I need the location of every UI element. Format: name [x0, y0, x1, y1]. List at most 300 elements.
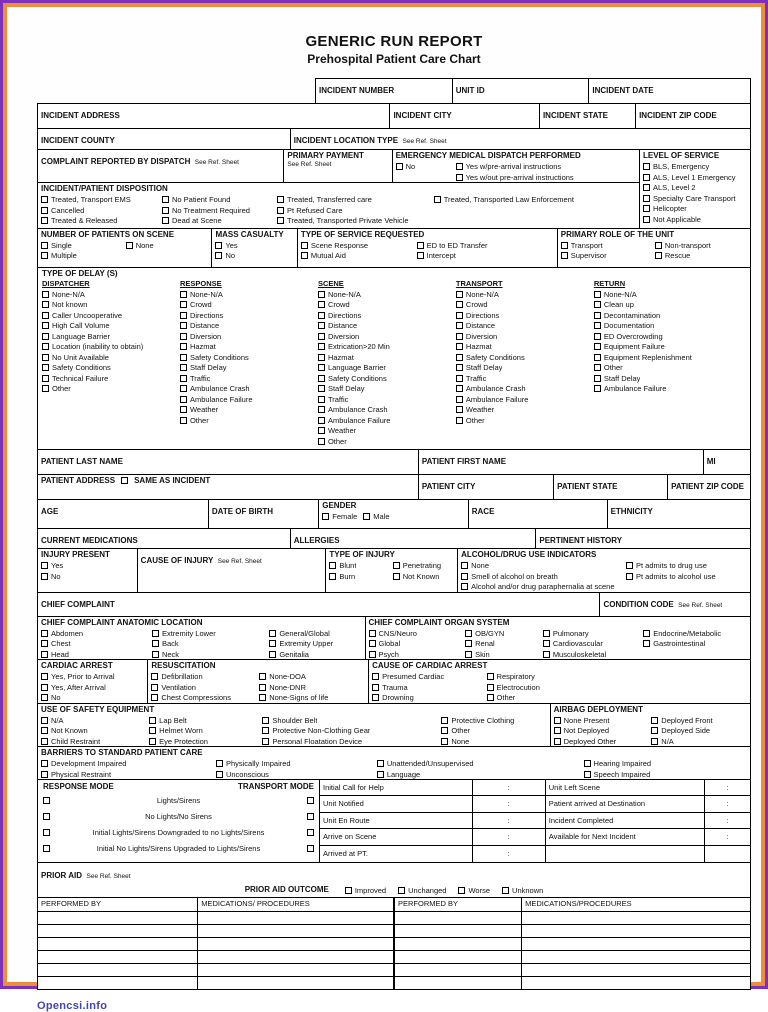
field-chief-complaint[interactable]: CHIEF COMPLAINT — [38, 593, 600, 616]
field-cause-of-injury[interactable]: CAUSE OF INJURY See Ref. Sheet — [138, 549, 327, 592]
medtable-cell[interactable] — [198, 976, 394, 989]
checkbox-equipment-replenishment[interactable] — [594, 354, 601, 361]
option-alcohol-and-or-drug-paraphernalia-at-scene — [461, 581, 624, 592]
checkbox-trauma[interactable] — [372, 684, 379, 691]
checkbox-crowd[interactable] — [180, 301, 187, 308]
checkbox-documentation[interactable] — [594, 322, 601, 329]
checkbox-protective-clothing[interactable] — [441, 717, 448, 724]
checkbox-gastrointestinal[interactable] — [643, 640, 650, 647]
medtable-cell[interactable] — [198, 924, 394, 937]
time-value-field[interactable]: : — [705, 829, 750, 845]
medtable-cell[interactable] — [394, 937, 522, 950]
medtable-cell[interactable] — [394, 924, 522, 937]
field-patient-address[interactable]: PATIENT ADDRESS SAME AS INCIDENT — [38, 475, 419, 499]
field-unit-id[interactable]: UNIT ID — [453, 79, 590, 103]
checkbox-extremity-upper[interactable] — [269, 640, 276, 647]
medtable-cell[interactable] — [198, 937, 394, 950]
option-label: Pulmonary — [552, 628, 589, 638]
checkbox-treated-transported-private-vehicle[interactable] — [277, 217, 284, 224]
checkbox-deployed-side[interactable] — [651, 727, 658, 734]
medtable-cell[interactable] — [38, 963, 198, 976]
checkbox-mutual-aid[interactable] — [301, 252, 308, 259]
field-complaint-reported-by-dispatch[interactable]: COMPLAINT REPORTED BY DISPATCH See Ref. Sheet — [38, 150, 284, 182]
checkbox-deployed-other[interactable] — [554, 738, 561, 745]
checkbox-yes-w-out-pre-arrival-instructions[interactable] — [456, 174, 463, 181]
option-directions — [456, 310, 594, 321]
option-label: Hazmat — [327, 352, 354, 362]
time-value-field[interactable]: : — [705, 796, 750, 812]
checkbox-traffic[interactable] — [318, 396, 325, 403]
checkbox-none-dnr[interactable] — [259, 684, 266, 691]
checkbox-burn[interactable] — [329, 573, 336, 580]
checkbox-improved[interactable] — [345, 887, 352, 894]
section-resuscitation: RESUSCITATION Defibrillation None-DOA Ventilation None-DNR Chest Compressions None-Signs of life — [148, 660, 369, 703]
field-incident-number[interactable]: INCIDENT NUMBER — [316, 79, 453, 103]
checkbox-chest-compressions[interactable] — [151, 694, 158, 701]
checkbox-drowning[interactable] — [372, 694, 379, 701]
checkbox-distance[interactable] — [180, 322, 187, 329]
checkbox-no[interactable] — [41, 694, 48, 701]
checkbox-neck[interactable] — [152, 651, 159, 658]
checkbox-clean-up[interactable] — [594, 301, 601, 308]
option-yes — [41, 560, 134, 571]
checkbox-none-doa[interactable] — [259, 673, 266, 680]
option-label: ALS, Level 1 Emergency — [653, 172, 736, 182]
checkbox-none[interactable] — [126, 242, 133, 249]
checkbox-no-patient-found[interactable] — [162, 196, 169, 203]
medtable-cell[interactable] — [38, 976, 198, 989]
checkbox-none-n-a[interactable] — [456, 291, 463, 298]
medtable-cell[interactable] — [38, 924, 198, 937]
medtable-cell[interactable] — [522, 924, 750, 937]
checkbox-treated-transported-law-enforcement[interactable] — [434, 196, 441, 203]
checkbox-unchanged[interactable] — [398, 887, 405, 894]
checkbox-yes[interactable] — [41, 562, 48, 569]
checkbox-protective-non-clothing-gear[interactable] — [262, 727, 269, 734]
checkbox-specialty-care-transport[interactable] — [643, 195, 650, 202]
ref-sheet-note: See Ref. Sheet — [402, 138, 447, 145]
checkbox-ambulance-failure[interactable] — [456, 396, 463, 403]
checkbox-safety-conditions[interactable] — [180, 354, 187, 361]
checkbox-eye-protection[interactable] — [149, 738, 156, 745]
medtable-cell[interactable] — [522, 950, 750, 963]
checkbox-unconscious[interactable] — [216, 771, 223, 778]
medtable-cell[interactable] — [522, 937, 750, 950]
option-pt-refused-care — [277, 205, 432, 216]
checkbox-other[interactable] — [318, 438, 325, 445]
option-label: Other — [603, 363, 623, 372]
medtable-cell[interactable] — [394, 911, 522, 924]
time-label-available-for-next-incident: Available for Next Incident — [546, 829, 705, 845]
option-label: Dead at Scene — [172, 216, 222, 225]
checkbox-hearing-impaired[interactable] — [584, 760, 591, 767]
checkbox-n-a[interactable] — [41, 717, 48, 724]
option-label: Unconscious — [225, 769, 269, 779]
checkbox-genitalia[interactable] — [269, 651, 276, 658]
option-unattended-unsupervised — [377, 758, 582, 769]
option-label: None-N/A — [52, 289, 85, 299]
checkbox-other[interactable] — [594, 364, 601, 371]
checkbox-weather[interactable] — [456, 406, 463, 413]
time-value-field[interactable]: : — [473, 796, 546, 812]
option-label: Treated, Transported Law Enforcement — [443, 195, 574, 204]
field-patient-mi[interactable]: MI — [706, 457, 716, 466]
checkbox-personal-floatation-device[interactable] — [262, 738, 269, 745]
checkbox-chest[interactable] — [41, 640, 48, 647]
checkbox-none-n-a[interactable] — [318, 291, 325, 298]
checkbox-hazmat[interactable] — [318, 354, 325, 361]
checkbox-language[interactable] — [377, 771, 384, 778]
checkbox-distance[interactable] — [456, 322, 463, 329]
checkbox-ambulance-crash[interactable] — [180, 385, 187, 392]
field-patient-zip[interactable]: PATIENT ZIP CODE — [671, 482, 744, 491]
response-mode-checkbox-lights-sirens[interactable] — [43, 797, 50, 804]
option-label: None — [471, 561, 489, 570]
checkbox-child-restraint[interactable] — [41, 738, 48, 745]
medtable-cell[interactable] — [38, 911, 198, 924]
checkbox-other[interactable] — [456, 417, 463, 424]
checkbox-traffic[interactable] — [456, 375, 463, 382]
field-incident-state[interactable]: INCIDENT STATE — [540, 104, 636, 128]
checkbox-directions[interactable] — [318, 312, 325, 319]
checkbox-not-applicable[interactable] — [643, 216, 650, 223]
checkbox-safety-conditions[interactable] — [456, 354, 463, 361]
section-prior-aid: PRIOR AID See Ref. Sheet PRIOR AID OUTCOME Improved Unchanged Worse Unknown — [37, 862, 751, 899]
medtable-cell[interactable] — [394, 976, 522, 989]
checkbox-ob-gyn[interactable] — [465, 630, 472, 637]
checkbox-als-level-2[interactable] — [643, 184, 650, 191]
checkbox-not-known[interactable] — [393, 573, 400, 580]
option-label: Crowd — [189, 300, 212, 309]
checkbox-dead-at-scene[interactable] — [162, 217, 169, 224]
primary-role-options — [561, 240, 747, 261]
option-yes-prior-to-arrival — [41, 671, 144, 682]
field-age[interactable]: AGE — [38, 500, 209, 528]
checkbox-cardiovascular[interactable] — [543, 640, 550, 647]
checkbox-no-treatment-required[interactable] — [162, 207, 169, 214]
time-value-field[interactable]: : — [705, 780, 750, 796]
transport-mode-checkbox-lights-sirens[interactable] — [307, 797, 314, 804]
checkbox-staff-delay[interactable] — [594, 375, 601, 382]
checkbox-renal[interactable] — [465, 640, 472, 647]
checkbox-yes-prior-to-arrival[interactable] — [41, 673, 48, 680]
checkbox-other[interactable] — [487, 694, 494, 701]
checkbox-no[interactable] — [215, 252, 222, 259]
checkbox-other[interactable] — [180, 417, 187, 424]
checkbox-other[interactable] — [441, 727, 448, 734]
checkbox-scene-response[interactable] — [301, 242, 308, 249]
checkbox-directions[interactable] — [180, 312, 187, 319]
checkbox-diversion[interactable] — [318, 333, 325, 340]
field-patient-first-name[interactable]: PATIENT FIRST NAME — [419, 450, 704, 474]
field-ethnicity[interactable]: ETHNICITY — [610, 507, 653, 516]
incident-address-row — [37, 103, 751, 129]
checkbox-smell-of-alcohol-on-breath[interactable] — [461, 573, 468, 580]
checkbox-ed-to-ed-transfer[interactable] — [417, 242, 424, 249]
medtable-cell[interactable] — [198, 950, 394, 963]
checkbox-skin[interactable] — [465, 651, 472, 658]
option-physically-impaired — [216, 758, 375, 769]
option-label: Shoulder Belt — [272, 715, 318, 725]
medtable-cell[interactable] — [394, 950, 522, 963]
checkbox-bls-emergency[interactable] — [643, 163, 650, 170]
checkbox-none-n-a[interactable] — [180, 291, 187, 298]
field-patient-city[interactable]: PATIENT CITY — [419, 475, 554, 499]
option-defibrillation — [151, 671, 257, 682]
checkbox-no[interactable] — [41, 573, 48, 580]
checkbox-defibrillation[interactable] — [151, 673, 158, 680]
checkbox-extremity-lower[interactable] — [152, 630, 159, 637]
checkbox-supervisor[interactable] — [561, 252, 568, 259]
field-patient-state[interactable]: PATIENT STATE — [554, 475, 668, 499]
checkbox-unattended-unsupervised[interactable] — [377, 760, 384, 767]
option-label: Musculoskeletal — [552, 649, 607, 659]
medtable-cell[interactable] — [522, 963, 750, 976]
field-incident-location-type[interactable]: INCIDENT LOCATION TYPE See Ref. Sheet — [293, 136, 447, 145]
checkbox-penetrating[interactable] — [393, 562, 400, 569]
checkbox-none-n-a[interactable] — [594, 291, 601, 298]
checkbox-deployed-front[interactable] — [651, 717, 658, 724]
checkbox-extrication-20-min[interactable] — [318, 343, 325, 350]
option-ambulance-failure — [318, 415, 456, 426]
checkbox-lap-belt[interactable] — [149, 717, 156, 724]
field-date-of-birth[interactable]: DATE OF BIRTH — [209, 500, 319, 528]
medtable-cell[interactable] — [38, 937, 198, 950]
checkbox-not-deployed[interactable] — [554, 727, 561, 734]
field-patient-last-name[interactable]: PATIENT LAST NAME — [38, 450, 419, 474]
checkbox-diversion[interactable] — [180, 333, 187, 340]
option-label: Penetrating — [402, 561, 442, 570]
field-incident-address[interactable]: INCIDENT ADDRESS — [38, 104, 390, 128]
checkbox-global[interactable] — [369, 640, 376, 647]
field-primary-payment[interactable]: PRIMARY PAYMENT See Ref. Sheet — [284, 150, 392, 182]
checkbox-intercept[interactable] — [417, 252, 424, 259]
checkbox-blunt[interactable] — [329, 562, 336, 569]
checkbox-yes-w-pre-arrival-instructions[interactable] — [456, 163, 463, 170]
time-value-field[interactable]: : — [473, 846, 546, 862]
checkbox-ed-overcrowding[interactable] — [594, 333, 601, 340]
section-type-of-injury: TYPE OF INJURY Blunt Penetrating Burn Not Known — [326, 549, 458, 592]
option-no-patient-found — [162, 194, 275, 205]
checkbox-worse[interactable] — [458, 887, 465, 894]
option-distance — [318, 320, 456, 331]
checkbox-staff-delay[interactable] — [318, 385, 325, 392]
option-neck — [152, 649, 267, 660]
field-condition-code[interactable]: CONDITION CODE See Ref. Sheet — [603, 599, 723, 609]
option-label: BLS, Emergency — [653, 162, 710, 171]
checkbox-pt-refused-care[interactable] — [277, 207, 284, 214]
checkbox-head[interactable] — [41, 651, 48, 658]
checkbox-physically-impaired[interactable] — [216, 760, 223, 767]
checkbox-alcohol-and-or-drug-paraphernalia-at-scene[interactable] — [461, 583, 468, 590]
checkbox-general-global[interactable] — [269, 630, 276, 637]
checkbox-back[interactable] — [152, 640, 159, 647]
checkbox-decontamination[interactable] — [594, 312, 601, 319]
checkbox-high-call-volume[interactable] — [42, 322, 49, 329]
medtable-cell[interactable] — [198, 911, 394, 924]
option-location-inability-to-obtain — [42, 341, 180, 352]
time-label-initial-call-for-help: Initial Call for Help — [320, 780, 473, 796]
checkbox-none[interactable] — [441, 738, 448, 745]
checkbox-presumed-cardiac[interactable] — [372, 673, 379, 680]
run-report-form — [37, 33, 751, 1012]
option-presumed-cardiac — [372, 671, 484, 682]
checkbox-endocrine-metabolic[interactable] — [643, 630, 650, 637]
checkbox-rescue[interactable] — [655, 252, 662, 259]
checkbox-ambulance-failure[interactable] — [594, 385, 601, 392]
option-drowning — [372, 692, 484, 703]
checkbox-ventilation[interactable] — [151, 684, 158, 691]
checkbox-pt-admits-to-alcohol-use[interactable] — [626, 573, 633, 580]
time-value-field[interactable]: : — [473, 780, 546, 796]
time-value-field[interactable]: : — [473, 829, 546, 845]
checkbox-none-present[interactable] — [554, 717, 561, 724]
transport-mode-checkbox-initial-no-lights-sirens-upgraded-to-lights-sirens[interactable] — [307, 845, 314, 852]
checkbox-equipment-failure[interactable] — [594, 343, 601, 350]
response-mode-checkbox-initial-lights-sirens-downgraded-to-no-lights-sirens[interactable] — [43, 829, 50, 836]
option-label: None — [135, 240, 154, 250]
checkbox-diversion[interactable] — [456, 333, 463, 340]
checkbox-hazmat[interactable] — [180, 343, 187, 350]
option-pt-admits-to-drug-use — [626, 560, 749, 571]
option-label: Ambulance Failure — [189, 394, 253, 404]
mass-casualty-options — [215, 240, 293, 261]
option-label: Deployed Other — [563, 736, 617, 746]
checkbox-not-known[interactable] — [41, 727, 48, 734]
time-label-unit-left-scene: Unit Left Scene — [546, 780, 705, 796]
checkbox-abdomen[interactable] — [41, 630, 48, 637]
checkbox-location-inability-to-obtain[interactable] — [42, 343, 49, 350]
checkbox-pulmonary[interactable] — [543, 630, 550, 637]
checkbox-development-impaired[interactable] — [41, 760, 48, 767]
checkbox-language-barrier[interactable] — [42, 333, 49, 340]
medtable-header-row — [38, 898, 750, 911]
field-race[interactable]: RACE — [469, 500, 608, 528]
checkbox-no-unit-available[interactable] — [42, 354, 49, 361]
option-label: Presumed Cardiac — [382, 672, 445, 681]
checkbox-male[interactable] — [363, 513, 370, 520]
field-incident-county[interactable]: INCIDENT COUNTY — [38, 129, 291, 149]
checkbox-als-level-1-emergency[interactable] — [643, 174, 650, 181]
checkbox-treated-transferred-care[interactable] — [277, 196, 284, 203]
checkbox-no[interactable] — [396, 163, 403, 170]
checkbox-staff-delay[interactable] — [456, 364, 463, 371]
option-label: Not Known — [402, 571, 440, 581]
medtable-cell[interactable] — [394, 963, 522, 976]
field-incident-date[interactable]: INCIDENT DATE — [592, 86, 654, 95]
checkbox-none-signs-of-life[interactable] — [259, 694, 266, 701]
option-label: Other — [189, 415, 209, 425]
medtable-cell[interactable] — [522, 911, 750, 924]
checkbox-respiratory[interactable] — [487, 673, 494, 680]
checkbox-speech-impaired[interactable] — [584, 771, 591, 778]
checkbox-other[interactable] — [42, 385, 49, 392]
response-mode-checkbox-no-lights-no-sirens[interactable] — [43, 813, 50, 820]
checkbox-single[interactable] — [41, 242, 48, 249]
checkbox-cancelled[interactable] — [41, 207, 48, 214]
checkbox-none-n-a[interactable] — [42, 291, 49, 298]
checkbox-caller-uncooperative[interactable] — [42, 312, 49, 319]
transport-mode-checkbox-initial-lights-sirens-downgraded-to-no-lights-sirens[interactable] — [307, 829, 314, 836]
checkbox-traffic[interactable] — [180, 375, 187, 382]
checkbox-physical-restraint[interactable] — [41, 771, 48, 778]
checkbox-yes-after-arrival[interactable] — [41, 684, 48, 691]
response-mode-checkbox-initial-no-lights-sirens-upgraded-to-lights-sirens[interactable] — [43, 845, 50, 852]
checkbox-female[interactable] — [322, 513, 329, 520]
checkbox-shoulder-belt[interactable] — [262, 717, 269, 724]
checkbox-helmet-worn[interactable] — [149, 727, 156, 734]
checkbox-pt-admits-to-drug-use[interactable] — [626, 562, 633, 569]
checkbox-ambulance-failure[interactable] — [318, 417, 325, 424]
medtable-cell[interactable] — [38, 950, 198, 963]
time-value-field[interactable]: : — [705, 813, 750, 829]
checkbox-crowd[interactable] — [318, 301, 325, 308]
same-as-incident-checkbox[interactable] — [121, 477, 128, 484]
option-helicopter — [643, 203, 747, 214]
checkbox-directions[interactable] — [456, 312, 463, 319]
field-current-medications[interactable]: CURRENT MEDICATIONS — [38, 529, 291, 548]
checkbox-language-barrier[interactable] — [318, 364, 325, 371]
checkbox-hazmat[interactable] — [456, 343, 463, 350]
checkbox-ambulance-crash[interactable] — [456, 385, 463, 392]
checkbox-staff-delay[interactable] — [180, 364, 187, 371]
option-label: Distance — [327, 321, 358, 330]
checkbox-distance[interactable] — [318, 322, 325, 329]
option-none-doa — [259, 671, 365, 682]
checkbox-psych[interactable] — [369, 651, 376, 658]
checkbox-yes[interactable] — [215, 242, 222, 249]
field-incident-zip[interactable]: INCIDENT ZIP CODE — [639, 111, 717, 120]
complaint-detail-row — [37, 616, 751, 661]
checkbox-crowd[interactable] — [456, 301, 463, 308]
checkbox-non-transport[interactable] — [655, 242, 662, 249]
checkbox-safety-conditions[interactable] — [318, 375, 325, 382]
option-label: Unknown — [512, 885, 544, 895]
checkbox-n-a[interactable] — [651, 738, 658, 745]
checkbox-weather[interactable] — [318, 427, 325, 434]
checkbox-treated-released[interactable] — [41, 217, 48, 224]
field-allergies[interactable]: ALLERGIES — [291, 529, 537, 548]
section-anatomic-location: CHIEF COMPLAINT ANATOMIC LOCATION Abdomen Extremity Lower General/Global Chest Back Extremity Upper Head Neck Genitalia — [38, 617, 366, 660]
checkbox-helicopter[interactable] — [643, 205, 650, 212]
checkbox-musculoskeletal[interactable] — [543, 651, 550, 658]
option-documentation — [594, 320, 746, 331]
option-label: Hazmat — [189, 342, 216, 351]
checkbox-cns-neuro[interactable] — [369, 630, 376, 637]
checkbox-unknown[interactable] — [502, 887, 509, 894]
checkbox-none[interactable] — [461, 562, 468, 569]
time-value-field[interactable]: : — [473, 813, 546, 829]
checkbox-weather[interactable] — [180, 406, 187, 413]
checkbox-not-known[interactable] — [42, 301, 49, 308]
checkbox-safety-conditions[interactable] — [42, 364, 49, 371]
medtable-cell[interactable] — [198, 963, 394, 976]
checkbox-multiple[interactable] — [41, 252, 48, 259]
option-none-n-a — [180, 289, 318, 300]
checkbox-treated-transport-ems[interactable] — [41, 196, 48, 203]
checkbox-technical-failure[interactable] — [42, 375, 49, 382]
checkbox-ambulance-crash[interactable] — [318, 406, 325, 413]
time-value-field[interactable] — [705, 846, 750, 862]
checkbox-electrocution[interactable] — [487, 684, 494, 691]
option-safety-conditions — [318, 373, 456, 384]
transport-mode-checkbox-no-lights-no-sirens[interactable] — [307, 813, 314, 820]
field-pertinent-history[interactable]: PERTINENT HISTORY — [539, 536, 623, 545]
checkbox-ambulance-failure[interactable] — [180, 396, 187, 403]
checkbox-transport[interactable] — [561, 242, 568, 249]
medtable-cell[interactable] — [522, 976, 750, 989]
field-incident-city[interactable]: INCIDENT CITY — [390, 104, 540, 128]
